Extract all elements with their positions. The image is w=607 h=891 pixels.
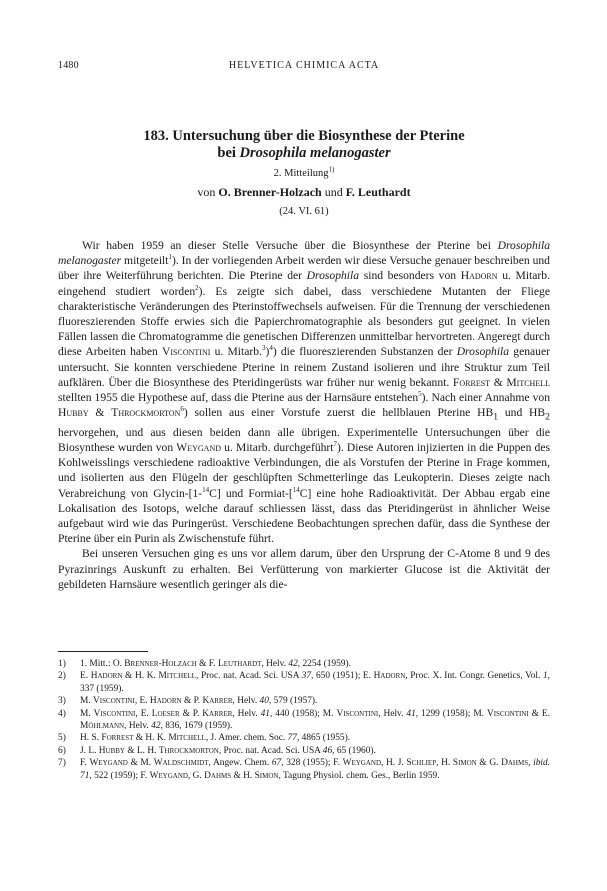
footnote-text-run: F.: [80, 758, 90, 769]
footnote-6: [58, 745, 550, 757]
title-species: Drosophila melanogaster: [239, 145, 391, 161]
footnote-text-run: 37: [301, 671, 312, 682]
paragraph-1-run: ) sollen aus einer Vorstufe zuerst die hellblauen Pterine HB: [183, 406, 494, 420]
paragraph-1-run: 7: [333, 440, 337, 449]
paragraph-1-run: 3: [261, 344, 266, 353]
paragraph-1-run: u. Mitarb.: [210, 345, 262, 359]
footnote-text-run: Hadorn: [149, 696, 182, 707]
footnote-text-run: Throckmorton: [158, 745, 219, 756]
paragraph-1-run: und HB: [498, 406, 546, 420]
paragraph-1-run: u. Mitarb. eingehend studiert worden: [58, 269, 550, 298]
paragraph-1-run: u. Mitarb. durchgeführt: [221, 440, 334, 454]
journal-name: HELVETICA CHIMICA ACTA: [228, 60, 380, 71]
paragraph-2-run: Bei unseren Versuchen ging es uns vor allem darum, über den Ursprung der C-Atome 8 und 9 des Pyrazinrings Auskunft zu erhalten. Bei Verfütterung von markierter Glucose ist die Aktivität der gebildeten Harnsäure wesentlich geringer als die-: [58, 547, 550, 591]
paragraph-1-run: &: [490, 375, 507, 389]
footnote-text-run: , 328 (1955); F.: [281, 758, 343, 769]
paragraph-1-run: genauer untersucht. Sie konnten verschiedene Pterine in reinem Zustand isolieren und ihre Struktur zum Teil aufklären. Über die Biosynthese des Pteridingerüsts war früher nur wenig bekannt.: [58, 345, 550, 389]
footnote-text-run: 1. Mitt.: O.: [80, 659, 125, 669]
footnote-number: 5): [58, 733, 66, 744]
part-label: [58, 166, 550, 181]
paragraph-1-run: sind besonders von: [359, 269, 461, 283]
paragraph-1: [58, 238, 550, 546]
paragraph-1-run: stellten 1955 die Hypothese auf, dass die Pterine aus der Harnsäure entstehen: [58, 391, 419, 405]
footnote-text-run: 41: [260, 708, 270, 719]
footnote-text-run: & E.: [528, 708, 550, 719]
paragraph-1-run: Throckmorton: [111, 406, 181, 420]
footnote-text-run: & H. K.: [133, 733, 169, 744]
footnote-text-run: , 2254 (1959).: [297, 659, 351, 669]
authors-prefix: von: [197, 185, 219, 199]
footnote-text-run: E.: [80, 671, 91, 682]
footnote-text-run: , Helv.: [124, 721, 152, 732]
paragraph-1-run: Drosophila: [306, 269, 360, 283]
footnote-text-run: , Proc. nat. Acad. Sci. USA: [195, 671, 302, 682]
paragraph-1-run: mitgeteilt: [121, 254, 169, 268]
footnote-text-run: J. L.: [80, 745, 99, 756]
footnote-text-run: , Helv.: [378, 708, 407, 719]
footnote-2: [58, 670, 550, 695]
footnote-text-run: 1: [542, 671, 548, 682]
footnote-text-run: M.: [80, 708, 94, 719]
article-title-line-1: 183. Untersuchung über die Biosynthese der Pterine: [143, 128, 465, 144]
footnote-text-run: ibid.: [533, 758, 551, 769]
footnote-text-run: 67: [271, 758, 282, 769]
footnote-text-run: Dahms: [204, 770, 232, 781]
footnote-text-run: , Angew. Chem.: [208, 758, 272, 769]
footnote-text-run: , Proc. nat. Acad. Sci. USA: [218, 745, 323, 756]
footnote-5: [58, 732, 550, 744]
footnote-text-run: Hadorn: [90, 671, 123, 682]
footnote-text-run: Schliep: [406, 758, 437, 769]
paragraph-1-run: ): [265, 345, 270, 359]
paragraph-1-run: ). Es zeigte sich dabei, dass verschiedene Mutanten der Fliege charakteristische Veränderungen des Pterinstoffwechsels aufweisen. Für die Trennung der verschiedenen fluoreszierenden Stoffe erwies sich die Papierchromatographie als besonders gut geeignet. In vielen Fällen lassen die Chromatogramme die genetischen Differenzen unmittelbar hervortreten. Angeregt durch diese Arbeiten haben: [58, 284, 550, 359]
paragraph-1-run: 1: [493, 411, 499, 423]
paragraph-1-run: 2: [195, 283, 199, 292]
footnote-text-run: 46: [322, 745, 333, 756]
footnote-text-run: Viscontini: [93, 696, 135, 707]
footnote-text-run: , Tagung Physiol. chem. Ges., Berlin 1959.: [278, 770, 440, 781]
footnote-text-run: Leuthardt: [217, 659, 262, 669]
part-footnote-ref: 1): [328, 165, 335, 174]
footnote-text-run: , Helv.: [232, 696, 260, 707]
footnote-text-run: & H. K.: [122, 671, 159, 682]
paragraph-1-run: Viscontini: [162, 345, 211, 359]
footnote-text-run: , 650 (1951); E.: [311, 671, 374, 682]
paragraph-1-run: 5: [418, 390, 422, 399]
article-title-line-2: [58, 145, 550, 162]
footnote-text-run: Simon: [452, 758, 477, 769]
footnote-text-run: Brenner-Holzach: [124, 659, 197, 669]
footnote-text-run: 41: [406, 708, 416, 719]
paragraph-1-run: Hubby: [58, 406, 89, 420]
paragraph-1-run: Mitchell: [506, 375, 550, 389]
paragraph-1-run: Wir haben 1959 an dieser Stelle Versuche über die Biosynthese der Pterine bei: [82, 239, 498, 252]
author-1: O. Brenner-Holzach: [218, 185, 322, 199]
footnote-number: 2): [58, 671, 66, 682]
paragraph-1-run: ). In der vorliegenden Arbeit werden wir diese Versuche genauer beschreiben und über ihre Weiterführung berichten. Die Pterine der: [58, 254, 550, 283]
paragraph-1-run: Drosophila melanogaster: [58, 239, 550, 268]
footnote-text-run: & G.: [476, 758, 502, 769]
footnote-text-run: Loeser: [151, 708, 180, 719]
footnote-text-run: , 65 (1960).: [332, 745, 376, 756]
footnote-text-run: 77: [287, 733, 297, 744]
footnote-text-run: M.: [80, 696, 94, 707]
footnote-text-run: Weygand: [89, 758, 128, 769]
paragraph-1-run: Weygand: [176, 440, 222, 454]
footnote-text-run: & H.: [231, 770, 255, 781]
footnote-text-run: , H.: [436, 758, 453, 769]
author-2: F. Leuthardt: [345, 185, 411, 199]
footnote-text-run: , H. J.: [381, 758, 407, 769]
footnote-text-run: , 522 (1959); F.: [89, 770, 150, 781]
footnote-text-run: Viscontini: [336, 708, 379, 719]
footnote-1: [58, 658, 550, 670]
footnote-text-run: , 337 (1959).: [80, 671, 550, 694]
author-line: [58, 184, 550, 200]
footnote-text-run: Möhlmann: [80, 721, 125, 732]
paragraph-1-run: 4: [269, 344, 273, 353]
paragraph-1-run: ). Diese Autoren injizierten in die Puppen des Kohlweisslings verschiedene radioaktive Verbindungen, die als Vorstufen der Pterine in Frage kommen, und isolierten aus den Flügeln der geschlüpften Schmetterlinge das Leukopterin. Dieses zeigte nach Verabreichung von Glycin-[1-: [58, 440, 550, 500]
footnote-text-run: Karrer: [202, 708, 233, 719]
paragraph-1-run: 6: [180, 405, 184, 414]
paragraph-1-run: hervorgehen, und aus diesen beiden dann alle übrigen. Experimentelle Untersuchungen über die Biosynthese wurden von: [58, 425, 550, 454]
footnote-text-run: Mitchell: [158, 671, 196, 682]
footnote-text-run: , 440 (1958); M.: [269, 708, 337, 719]
footnote-7: [58, 757, 550, 782]
footnote-text-run: 42: [151, 721, 161, 732]
footnote-number: 7): [58, 758, 66, 769]
footnote-text-run: & F.: [196, 659, 218, 669]
paragraph-1-run: &: [88, 406, 112, 420]
paragraph-1-run: 1: [168, 253, 172, 262]
footnote-text-run: , Proc. X. Int. Congr. Genetics, Vol.: [405, 671, 543, 682]
footnote-text-run: , E.: [134, 696, 150, 707]
paragraph-1-run: Forrest: [452, 375, 491, 389]
footnote-text-run: Mitchell: [168, 733, 206, 744]
footnote-text-run: & P.: [181, 696, 203, 707]
body-text: [58, 238, 550, 592]
footnote-text-run: Weygand: [149, 770, 188, 781]
footnote-text-run: , 836, 1679 (1959).: [160, 721, 233, 732]
footnote-text-run: Simon: [254, 770, 279, 781]
footnote-number: 1): [58, 659, 66, 669]
footnote-text-run: & L. H.: [124, 745, 159, 756]
footnote-text-run: , G.: [187, 770, 205, 781]
footnote-text-run: Karrer: [202, 696, 233, 707]
paragraph-1-run: 14: [202, 485, 210, 494]
footnote-3: [58, 695, 550, 707]
paragraph-1-run: Hadorn: [460, 269, 498, 283]
paragraph-1-run: C] und Formiat-[: [209, 486, 293, 500]
footnote-text-run: & M.: [127, 758, 154, 769]
title-prefix: bei: [217, 145, 240, 161]
footnote-text-run: , Helv.: [261, 659, 289, 669]
footnote-number: 4): [58, 708, 66, 719]
footnote-text-run: Forrest: [101, 733, 134, 744]
paragraph-1-run: Drosophila: [456, 345, 510, 359]
footnote-text-run: Dahms: [501, 758, 529, 769]
paragraph-1-run: 2: [545, 411, 550, 423]
paragraph-1-run: C] eine hohe Radioaktivität. Der Abbau ergab eine Lokalisation des Isotops, welche darauf schliessen lässt, dass das Pteridingerüst in ähnlicher Weise aufgebaut wird wie das Puringerüst. Verschiedene Beobachtungen sprechen dafür, dass die Synthese der Pterine über ein Purin als Zwischenstufe führt.: [58, 486, 551, 546]
title-block: [58, 128, 550, 219]
footnote-text-run: H. S.: [80, 733, 102, 744]
footnote-number: 6): [58, 745, 66, 756]
footnote-text-run: , 4865 (1955).: [296, 733, 351, 744]
footnote-text-run: Waldschmidt: [153, 758, 209, 769]
footnote-text-run: , 1299 (1958); M.: [415, 708, 487, 719]
footnote-text-run: Weygand: [342, 758, 381, 769]
footnote-text-run: Viscontini: [93, 708, 136, 719]
footnote-text-run: & P.: [179, 708, 203, 719]
received-date: (24. VI. 61): [279, 206, 329, 217]
footnote-text-run: , 579 (1957).: [268, 696, 318, 707]
footnote-text-run: 42: [288, 659, 298, 669]
paragraph-1-run: 14: [292, 485, 300, 494]
footnotes: [58, 658, 550, 782]
footnote-text-run: ,: [528, 758, 534, 769]
footnote-4: [58, 708, 550, 733]
footnote-text-run: Hadorn: [373, 671, 406, 682]
footnote-text-run: , Helv.: [232, 708, 261, 719]
footnote-number: 3): [58, 696, 66, 707]
part-text: 2. Mitteilung: [273, 168, 329, 179]
footnote-text-run: , E.: [135, 708, 152, 719]
authors-and: und: [321, 185, 346, 199]
footnote-text-run: 40: [259, 696, 269, 707]
footnote-rule: [58, 651, 148, 652]
paragraph-2: [58, 546, 550, 592]
page-number: 1480: [58, 60, 79, 71]
paragraph-1-run: ). Nach einer Annahme von: [421, 391, 551, 405]
footnote-text-run: Hubby: [98, 745, 125, 756]
footnote-text-run: , J. Amer. chem. Soc.: [205, 733, 288, 744]
paragraph-1-run: ) die fluoreszierenden Substanzen der: [272, 345, 457, 359]
footnote-text-run: 71: [80, 770, 90, 781]
footnote-text-run: Viscontini: [486, 708, 529, 719]
